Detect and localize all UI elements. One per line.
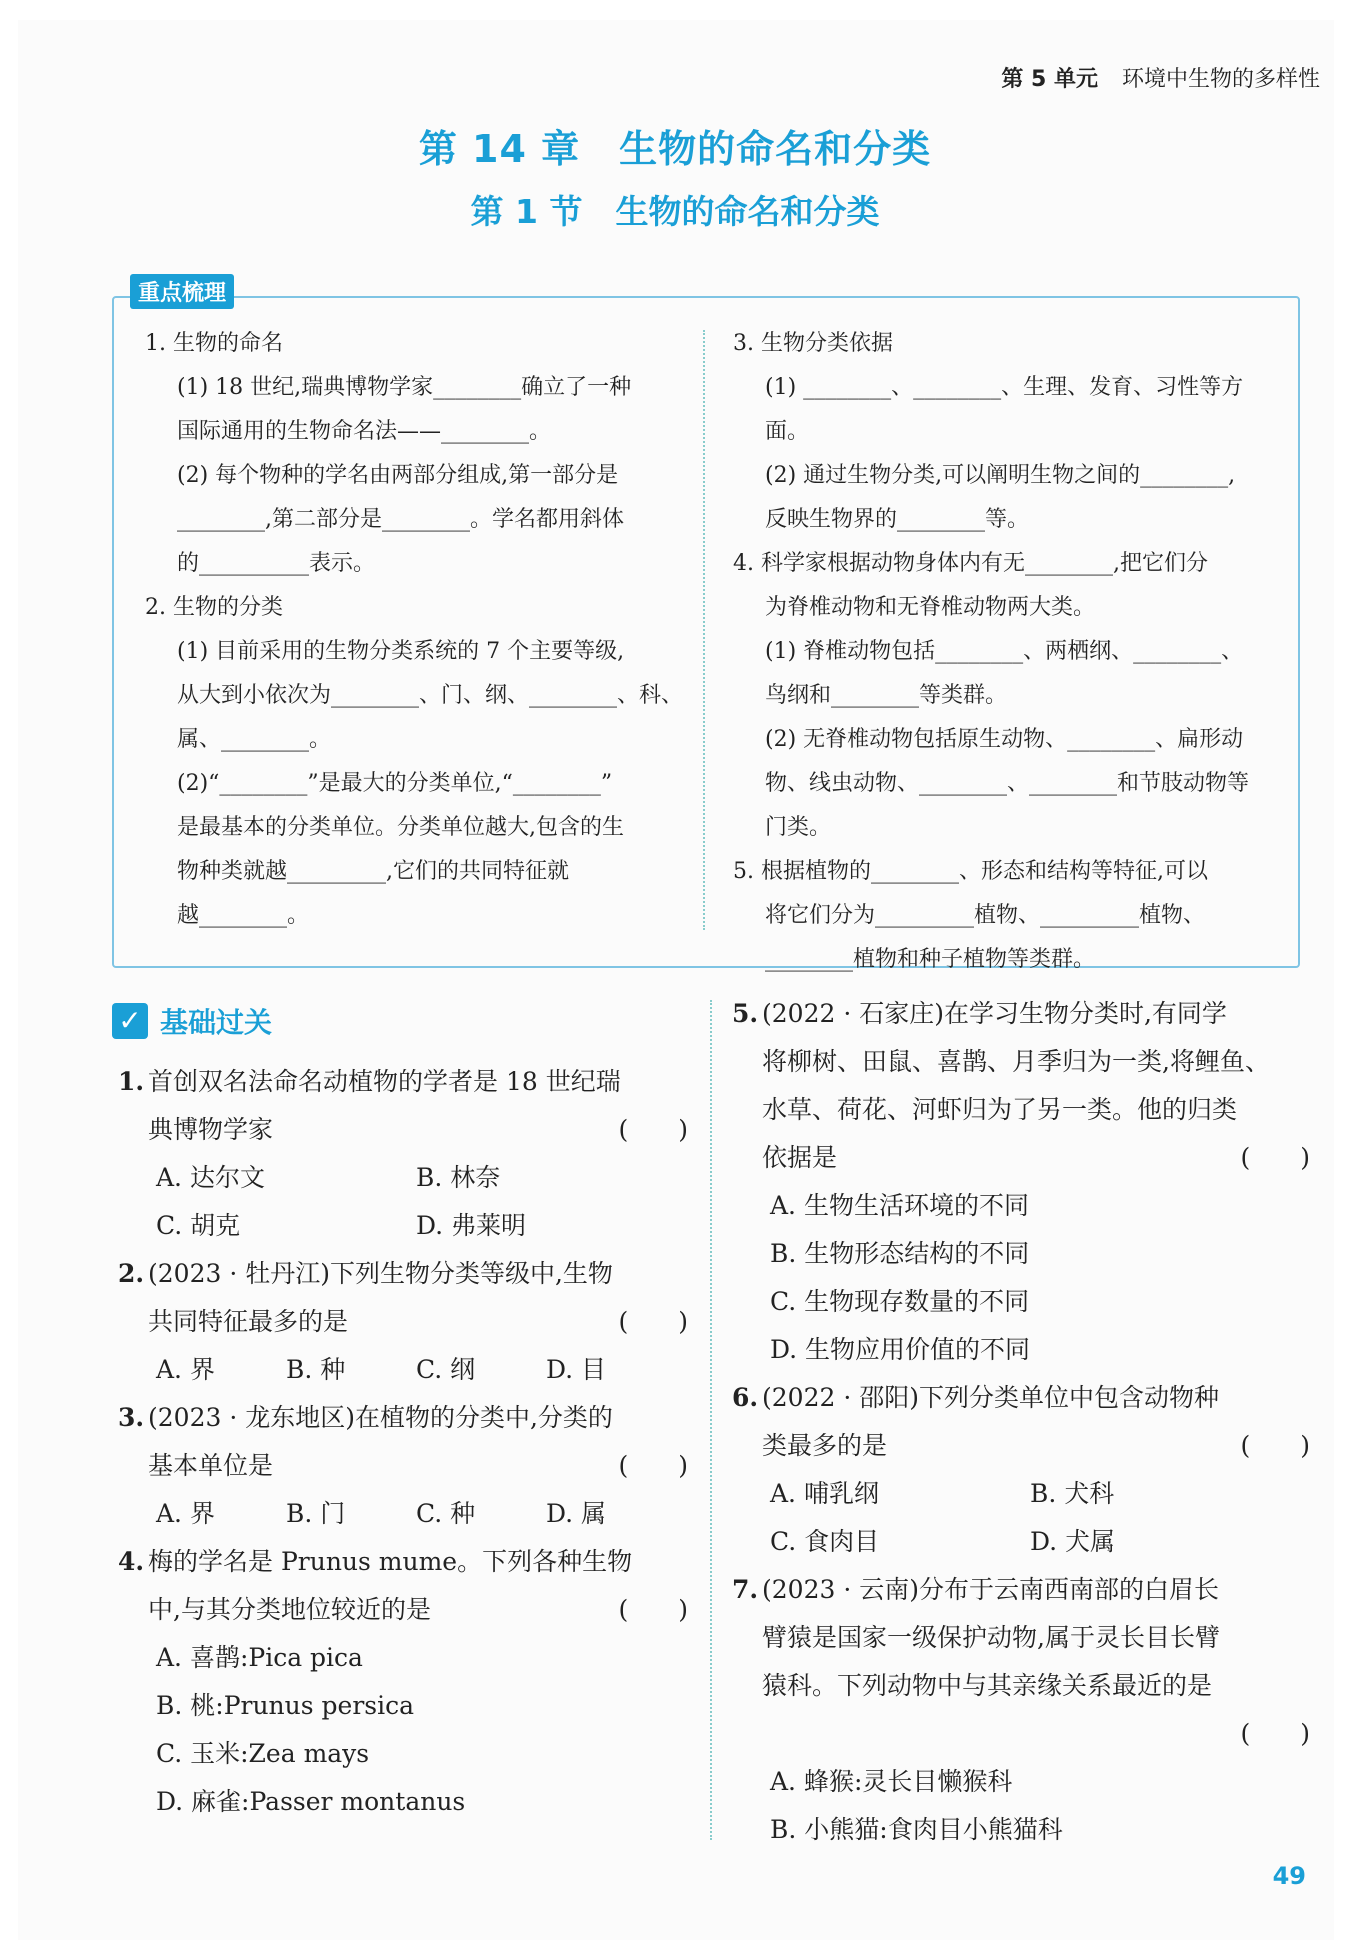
question-line: 臂猿是国家一级保护动物,属于灵长目长臂 <box>762 1623 1220 1652</box>
kp-line: 鸟纲和________等类群。 <box>765 683 1008 708</box>
kp-line: (2)“________”是最大的分类单位,“________” <box>177 771 613 796</box>
option-d[interactable]: D. 弗莱明 <box>416 1211 527 1240</box>
option-c[interactable]: C. 胡克 <box>156 1211 241 1240</box>
key-points-left <box>145 322 685 938</box>
unit-title: 环境中生物的多样性 <box>1121 67 1320 92</box>
question-line: 4. 梅的学名是 Prunus mume。下列各种生物 <box>118 1538 688 1586</box>
column-divider <box>710 1000 712 1840</box>
answer-bracket[interactable]: ( ) <box>618 1595 688 1624</box>
question-line: 共同特征最多的是 ( ) <box>118 1298 688 1346</box>
question-line: 猿科。下列动物中与其亲缘关系最近的是 <box>762 1671 1213 1700</box>
question-line: 7. (2023 · 云南)分布于云南西南部的白眉长 <box>732 1566 1310 1614</box>
kp-line: 物种类就越_________,它们的共同特征就 <box>177 859 569 884</box>
option-a[interactable]: A. 蜂猴:灵长目懒猴科 <box>770 1767 1013 1796</box>
option-row <box>118 1346 688 1394</box>
question-line: 典博物学家 ( ) <box>118 1106 688 1154</box>
question-line: 中,与其分类地位较近的是 ( ) <box>118 1586 688 1634</box>
option-b[interactable]: B. 门 <box>286 1499 346 1528</box>
kp-line: 为脊椎动物和无脊椎动物两大类。 <box>765 595 1096 620</box>
option-row <box>732 1518 1310 1566</box>
question-line: 3. (2023 · 龙东地区)在植物的分类中,分类的 <box>118 1394 688 1442</box>
basic-section-header <box>112 1001 272 1041</box>
question-line: 水草、荷花、河虾归为了另一类。他的归类 <box>762 1095 1238 1124</box>
kp-line: 4. 科学家根据动物身体内有无________,把它们分 <box>733 551 1208 576</box>
kp-line: (1) 脊椎动物包括________、两栖纲、________、 <box>765 639 1244 664</box>
option-c[interactable]: C. 食肉目 <box>770 1527 880 1556</box>
kp-line: (2) 无脊椎动物包括原生动物、________、扁形动 <box>765 727 1244 752</box>
answer-bracket[interactable]: ( ) <box>1240 1143 1310 1172</box>
unit-number: 第 5 单元 <box>1001 67 1098 92</box>
option-b[interactable]: B. 小熊猫:食肉目小熊猫科 <box>770 1815 1063 1844</box>
option-b[interactable]: B. 生物形态结构的不同 <box>770 1239 1030 1268</box>
question-line: 6. (2022 · 邵阳)下列分类单位中包含动物种 <box>732 1374 1310 1422</box>
question-number: 6. <box>732 1383 759 1412</box>
question-line <box>732 1710 1310 1758</box>
answer-bracket[interactable]: ( ) <box>618 1307 688 1336</box>
question-number: 1. <box>118 1067 145 1096</box>
kp-line: 2. 生物的分类 <box>145 595 283 620</box>
unit-header <box>1001 62 1320 93</box>
question-number: 2. <box>118 1259 145 1288</box>
option-c[interactable]: C. 玉米:Zea mays <box>156 1739 370 1768</box>
kp-line: (2) 每个物种的学名由两部分组成,第一部分是 <box>177 463 619 488</box>
question-line: 2. (2023 · 牡丹江)下列生物分类等级中,生物 <box>118 1250 688 1298</box>
kp-line: 将它们分为_________植物、_________植物、 <box>765 903 1206 928</box>
question-number: 7. <box>732 1575 759 1604</box>
answer-bracket[interactable]: ( ) <box>618 1115 688 1144</box>
chapter-title: 第 14 章 生物的命名和分类 <box>418 127 932 171</box>
questions-right <box>732 990 1310 1854</box>
kp-line: 属、________。 <box>177 727 332 752</box>
section-title: 第 1 节 生物的命名和分类 <box>470 192 880 231</box>
option-a[interactable]: A. 界 <box>156 1499 215 1528</box>
basic-section-title: 基础过关 <box>160 1006 273 1039</box>
kp-line: (1) 目前采用的生物分类系统的 7 个主要等级, <box>177 639 625 664</box>
kp-line: 国际通用的生物命名法——________。 <box>177 419 552 444</box>
option-b[interactable]: B. 桃:Prunus persica <box>156 1691 415 1720</box>
kp-line: (2) 通过生物分类,可以阐明生物之间的________, <box>765 463 1236 488</box>
question-line: 5. (2022 · 石家庄)在学习生物分类时,有同学 <box>732 990 1310 1038</box>
option-d[interactable]: D. 目 <box>546 1355 607 1384</box>
kp-line: 物、线虫动物、________、________和节肢动物等 <box>765 771 1250 796</box>
page-number: 49 <box>1272 1862 1306 1890</box>
option-row <box>732 1470 1310 1518</box>
answer-bracket[interactable]: ( ) <box>1240 1719 1310 1748</box>
option-b[interactable]: B. 林奈 <box>416 1163 501 1192</box>
answer-bracket[interactable]: ( ) <box>1240 1431 1310 1460</box>
option-b[interactable]: B. 犬科 <box>1030 1479 1115 1508</box>
option-row <box>118 1490 688 1538</box>
option-a[interactable]: A. 哺乳纲 <box>770 1479 879 1508</box>
question-number: 5. <box>732 999 759 1028</box>
kp-line: 是最基本的分类单位。分类单位越大,包含的生 <box>177 815 624 840</box>
option-a[interactable]: A. 达尔文 <box>156 1163 265 1192</box>
option-a[interactable]: A. 界 <box>156 1355 215 1384</box>
kp-line: 5. 根据植物的________、形态和结构等特征,可以 <box>733 859 1208 884</box>
question-line: 类最多的是 ( ) <box>732 1422 1310 1470</box>
kp-line: 门类。 <box>765 815 832 840</box>
key-points-right <box>733 322 1278 982</box>
key-points-tag: 重点梳理 <box>130 274 234 309</box>
question-number: 4. <box>118 1547 145 1576</box>
question-number: 3. <box>118 1403 145 1432</box>
option-d[interactable]: D. 属 <box>546 1499 607 1528</box>
option-row <box>118 1154 688 1202</box>
option-d[interactable]: D. 麻雀:Passer montanus <box>156 1787 466 1816</box>
kp-line: 从大到小依次为________、门、纲、________、科、 <box>177 683 684 708</box>
question-line: 1. 首创双名法命名动植物的学者是 18 世纪瑞 <box>118 1058 688 1106</box>
question-line: 依据是 ( ) <box>732 1134 1310 1182</box>
answer-bracket[interactable]: ( ) <box>618 1451 688 1480</box>
option-c[interactable]: C. 生物现存数量的不同 <box>770 1287 1030 1316</box>
kp-line: ________,第二部分是________。学名都用斜体 <box>177 507 624 532</box>
kp-line: 3. 生物分类依据 <box>733 331 893 356</box>
kp-line: (1) 18 世纪,瑞典博物学家________确立了一种 <box>177 375 632 400</box>
key-points-divider <box>703 330 705 930</box>
option-a[interactable]: A. 生物生活环境的不同 <box>770 1191 1029 1220</box>
question-line: 将柳树、田鼠、喜鹊、月季归为一类,将鲤鱼、 <box>762 1047 1270 1076</box>
questions-left <box>118 1058 688 1826</box>
question-line: 基本单位是 ( ) <box>118 1442 688 1490</box>
option-row <box>118 1202 688 1250</box>
kp-line: 越________。 <box>177 903 310 928</box>
option-c[interactable]: C. 种 <box>416 1499 476 1528</box>
option-d[interactable]: D. 犬属 <box>1030 1527 1116 1556</box>
option-b[interactable]: B. 种 <box>286 1355 346 1384</box>
option-d[interactable]: D. 生物应用价值的不同 <box>770 1335 1031 1364</box>
option-a[interactable]: A. 喜鹊:Pica pica <box>156 1643 363 1672</box>
kp-line: 1. 生物的命名 <box>145 331 283 356</box>
check-icon: ✓ <box>112 1003 148 1039</box>
kp-line: 的__________表示。 <box>177 551 376 576</box>
kp-line: (1) ________、________、生理、发育、习性等方面。 <box>765 375 1244 444</box>
kp-line: ________植物和种子植物等类群。 <box>765 947 1096 972</box>
kp-line: 反映生物界的________等。 <box>765 507 1030 532</box>
option-c[interactable]: C. 纲 <box>416 1355 476 1384</box>
